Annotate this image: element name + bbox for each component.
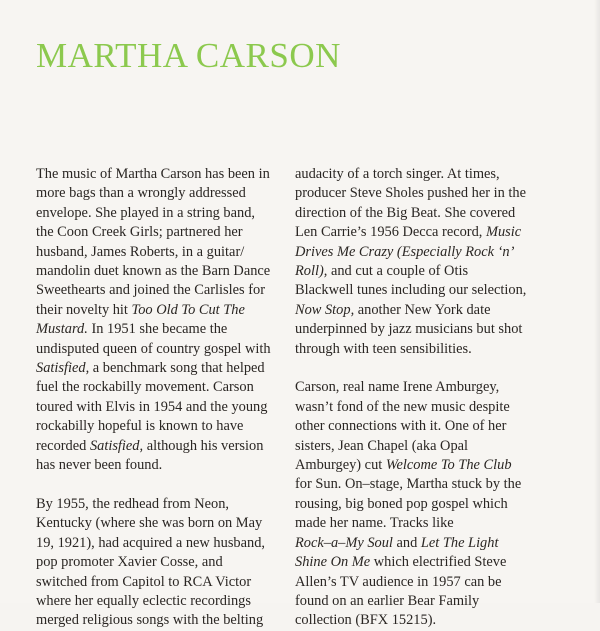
italic-title: Rock–a–My Soul bbox=[295, 534, 393, 551]
text-run: husband, James Roberts, in a guitar/ bbox=[36, 243, 245, 260]
text-line bbox=[36, 204, 288, 223]
text-run: undisputed queen of country gospel with bbox=[36, 340, 271, 357]
text-line bbox=[295, 534, 547, 553]
text-run: and bbox=[392, 534, 421, 551]
paragraph bbox=[36, 495, 288, 631]
italic-title: Too Old To Cut The bbox=[131, 301, 245, 318]
text-run: rousing, big boned pop gospel which bbox=[295, 495, 508, 512]
text-run: By 1955, the redhead from Neon, bbox=[36, 495, 230, 512]
text-run: 19, 1921), had acquired a new husband, bbox=[36, 534, 265, 551]
text-run: although his version bbox=[143, 437, 264, 454]
italic-title: Shine On Me bbox=[295, 554, 371, 571]
text-line bbox=[36, 340, 288, 359]
text-run: found on an earlier Bear Family bbox=[295, 592, 480, 609]
text-run: rockabilly hopeful is known to have bbox=[36, 418, 244, 435]
text-run: envelope. She played in a string band, bbox=[36, 204, 256, 221]
text-run: pop promoter Xavier Cosse, and bbox=[36, 554, 223, 571]
italic-title: Drives Me Crazy (Especially Rock ‘n’ bbox=[295, 243, 515, 260]
paragraph bbox=[295, 165, 547, 359]
italic-title: Mustard. bbox=[36, 321, 88, 338]
text-run: through with teen sensibilities. bbox=[295, 340, 472, 357]
text-run: sisters, Jean Chapel (aka Opal bbox=[295, 437, 469, 454]
text-line bbox=[36, 378, 288, 397]
text-line bbox=[295, 320, 547, 339]
text-run: fuel the rockabilly movement. Carson bbox=[36, 379, 254, 396]
italic-title: Roll), bbox=[295, 263, 328, 280]
text-line bbox=[295, 340, 547, 359]
text-line bbox=[295, 184, 547, 203]
text-line bbox=[295, 611, 547, 630]
text-line bbox=[36, 243, 288, 262]
text-line bbox=[36, 495, 288, 514]
text-line bbox=[295, 223, 547, 242]
text-run: Len Carrie’s 1956 Decca record, bbox=[295, 224, 486, 241]
text-line bbox=[36, 553, 288, 572]
text-run: Carson, real name Irene Amburgey, bbox=[295, 379, 500, 396]
italic-title: Now Stop, bbox=[295, 301, 355, 318]
text-line bbox=[295, 301, 547, 320]
paragraph bbox=[36, 165, 288, 476]
text-line bbox=[36, 534, 288, 553]
text-line bbox=[295, 165, 547, 184]
text-line bbox=[36, 301, 288, 320]
text-line bbox=[295, 398, 547, 417]
text-line bbox=[295, 417, 547, 436]
text-line bbox=[36, 320, 288, 339]
text-run: Blackwell tunes including our selection, bbox=[295, 282, 527, 299]
text-line bbox=[295, 475, 547, 494]
text-line bbox=[36, 417, 288, 436]
text-run: for Sun. On–stage, Martha stuck by the bbox=[295, 476, 522, 493]
text-run: where her equally eclectic recordings bbox=[36, 592, 251, 609]
text-run: Amburgey) cut bbox=[295, 457, 386, 474]
text-run: wasn’t fond of the new music despite bbox=[295, 398, 510, 415]
italic-title: Welcome To The Club bbox=[385, 457, 512, 474]
italic-title: Satisfied, bbox=[89, 437, 144, 454]
text-run: merged religious songs with the belting bbox=[36, 612, 264, 629]
text-run: audacity of a torch singer. At times, bbox=[295, 166, 500, 182]
text-line bbox=[295, 281, 547, 300]
text-run: collection (BFX 15215). bbox=[295, 612, 437, 629]
text-run: other connections with it. One of her bbox=[295, 418, 507, 435]
text-line bbox=[295, 243, 547, 262]
paragraph bbox=[295, 378, 547, 630]
text-run: the Coon Creek Girls; partnered her bbox=[36, 224, 243, 241]
text-run: underpinned by jazz musicians but shot bbox=[295, 321, 523, 338]
text-run: recorded bbox=[36, 437, 90, 454]
text-run: The music of Martha Carson has been in bbox=[36, 166, 270, 182]
text-line bbox=[295, 378, 547, 397]
text-line bbox=[36, 262, 288, 281]
text-line bbox=[36, 437, 288, 456]
text-line bbox=[36, 281, 288, 300]
text-run: their novelty hit bbox=[36, 301, 132, 318]
text-run: switched from Capitol to RCA Victor bbox=[36, 573, 252, 590]
text-line bbox=[295, 573, 547, 592]
text-line bbox=[36, 592, 288, 611]
text-run: mandolin duet known as the Barn Dance bbox=[36, 263, 271, 280]
text-line bbox=[295, 204, 547, 223]
text-line bbox=[36, 514, 288, 533]
text-line bbox=[36, 611, 288, 630]
text-line bbox=[36, 223, 288, 242]
page-edge-shadow bbox=[594, 0, 600, 603]
text-run: has never been found. bbox=[36, 457, 163, 474]
text-line bbox=[36, 456, 288, 475]
text-run: more bags than a wrongly addressed bbox=[36, 185, 246, 202]
text-run: toured with Elvis in 1954 and the young bbox=[36, 398, 268, 415]
text-run: Sweethearts and joined the Carlisles for bbox=[36, 282, 265, 299]
text-run: a benchmark song that helped bbox=[89, 360, 265, 377]
text-line bbox=[295, 553, 547, 572]
text-run: which electrified Steve bbox=[370, 554, 507, 571]
left-column bbox=[36, 165, 288, 631]
text-line bbox=[295, 262, 547, 281]
right-column bbox=[295, 165, 547, 631]
text-line bbox=[36, 398, 288, 417]
text-run: made her name. Tracks like bbox=[295, 515, 454, 532]
italic-title: Music bbox=[486, 224, 522, 241]
text-run: Allen’s TV audience in 1957 can be bbox=[295, 573, 502, 590]
text-line bbox=[36, 165, 288, 184]
text-run: and cut a couple of Otis bbox=[327, 263, 469, 280]
text-line bbox=[36, 359, 288, 378]
page-title: MARTHA CARSON bbox=[36, 36, 341, 75]
text-run: direction of the Big Beat. She covered bbox=[295, 204, 516, 221]
text-run: producer Steve Sholes pushed her in the bbox=[295, 185, 526, 202]
italic-title: Let The Light bbox=[420, 534, 499, 551]
text-line bbox=[295, 592, 547, 611]
text-run: another New York date bbox=[354, 301, 491, 318]
text-line bbox=[295, 456, 547, 475]
text-line bbox=[295, 495, 547, 514]
text-line bbox=[295, 437, 547, 456]
text-run: Kentucky (where she was born on May bbox=[36, 515, 263, 532]
text-run: In 1951 she became the bbox=[87, 321, 228, 338]
text-line bbox=[36, 184, 288, 203]
text-line bbox=[295, 514, 547, 533]
italic-title: Satisfied, bbox=[36, 360, 90, 377]
text-line bbox=[36, 573, 288, 592]
